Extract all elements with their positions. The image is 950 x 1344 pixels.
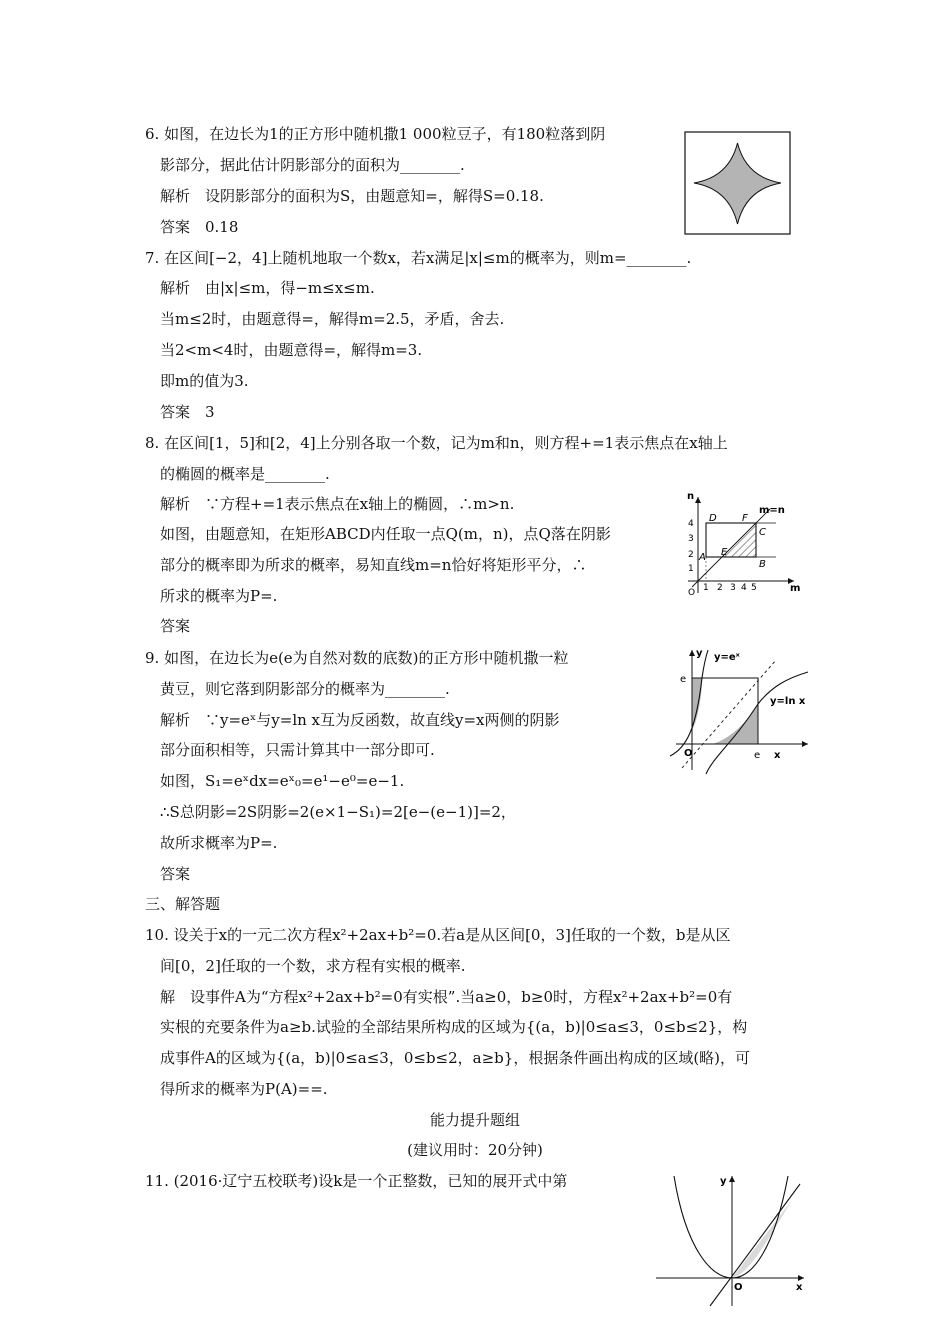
q9-x-arrow-icon xyxy=(802,741,808,747)
q11-x-label: x xyxy=(796,1282,803,1293)
q8-xtick-2: 2 xyxy=(717,583,723,593)
q10-solution-4: 得所求的概率为P(A)==. xyxy=(160,1080,328,1098)
q9-analysis-4: ∴S总阴影=2S阴影=2(e×1−S₁)=2[e−(e−1)]=2， xyxy=(160,803,516,821)
q11-y-arrow-icon xyxy=(729,1176,735,1182)
q11-line-1: 11. (2016·辽宁五校联考)设k是一个正整数，已知的展开式中第 xyxy=(145,1172,568,1190)
q7-case-2: 当2<m<4时，由题意得=，解得m=3. xyxy=(160,341,423,359)
q8-line-2: 的椭圆的概率是________. xyxy=(160,465,330,483)
q10-line-2: 间[0，2]任取的一个数，求方程有实根的概率. xyxy=(160,957,466,975)
q9-figure xyxy=(668,644,818,776)
q9-y-label: y xyxy=(696,648,703,659)
q8-point-f: F xyxy=(742,513,748,524)
q9-analysis: 解析 ∵y=eˣ与y=ln x互为反函数，故直线y=x两侧的阴影 xyxy=(160,711,560,729)
q9-label-exp: y=eˣ xyxy=(714,652,740,663)
q10-solution: 解 设事件A为“方程x²+2ax+b²=0有实根”.当a≥0，b≥0时，方程x²+2ax+b²=0有 xyxy=(160,988,733,1006)
q8-xtick-4: 4 xyxy=(741,583,747,593)
q11-x-arrow-icon xyxy=(798,1275,804,1281)
q8-figure xyxy=(684,491,802,601)
q9-shaded-lower xyxy=(712,704,758,744)
q8-origin-label: O xyxy=(688,588,696,598)
q8-xtick-5: 5 xyxy=(751,583,757,593)
q8-m-label: m xyxy=(790,583,801,594)
q8-point-b: B xyxy=(759,559,766,570)
q9-answer: 答案 xyxy=(160,865,191,883)
q11-figure xyxy=(652,1170,812,1310)
q9-line-1: 9. 如图，在边长为e(e为自然对数的底数)的正方形中随机撒一粒 xyxy=(145,649,569,667)
q8-ytick-2: 2 xyxy=(688,550,694,560)
q11-line xyxy=(710,1184,800,1306)
q8-point-a: A xyxy=(699,552,706,563)
q6-line-2: 影部分，据此估计阴影部分的面积为________. xyxy=(160,156,465,174)
q6-line-1: 6. 如图，在边长为1的正方形中随机撒1 000粒豆子，有180粒落到阴 xyxy=(145,125,606,143)
q9-label-ln: y=ln x xyxy=(770,696,806,707)
group-title: 能力提升题组 xyxy=(429,1111,520,1129)
q8-point-e: E xyxy=(721,547,728,558)
q9-e-y-label: e xyxy=(680,674,687,685)
q7-answer: 答案 3 xyxy=(160,403,215,421)
q7-line-1: 7. 在区间[−2，4]上随机地取一个数x，若x满足|x|≤m的概率为，则m=________. xyxy=(145,249,692,267)
q7-case-1: 当m≤2时，由题意得=，解得m=2.5，矛盾，舍去. xyxy=(160,310,505,328)
group-time-hint: (建议用时：20分钟) xyxy=(407,1141,543,1159)
q10-solution-2: 实根的充要条件为a≥b.试验的全部结果所构成的区域为{(a，b)|0≤a≤3，0≤b≤2}，构 xyxy=(160,1018,748,1036)
q9-line-2: 黄豆，则它落到阴影部分的概率为________. xyxy=(160,680,450,698)
q11-shaded-region xyxy=(732,1200,792,1278)
section-heading: 三、解答题 xyxy=(145,895,221,913)
q11-origin-label: O xyxy=(734,1282,743,1293)
q8-line-1: 8. 在区间[1，5]和[2，4]上分别各取一个数，记为m和n，则方程+=1表示焦点在x轴上 xyxy=(145,434,728,452)
q8-point-d: D xyxy=(709,513,717,524)
q8-analysis-4: 所求的概率为P=. xyxy=(160,587,278,605)
q9-analysis-2: 部分面积相等，只需计算其中一部分即可. xyxy=(160,741,435,759)
q9-x-label: x xyxy=(774,750,781,761)
q7-conclusion: 即m的值为3. xyxy=(160,372,249,390)
q7-analysis: 解析 由|x|≤m，得−m≤x≤m. xyxy=(160,279,375,297)
q9-curve-exp xyxy=(670,650,708,756)
q8-ytick-3: 3 xyxy=(688,534,694,544)
q8-line-label: m=n xyxy=(759,505,785,516)
q8-xtick-3: 3 xyxy=(730,583,736,593)
q9-analysis-5: 故所求概率为P=. xyxy=(160,834,278,852)
q10-solution-3: 成事件A的区域为{(a，b)|0≤a≤3，0≤b≤2，a≥b}，根据条件画出构成的区域(略)，可 xyxy=(160,1049,751,1067)
q6-analysis: 解析 设阴影部分的面积为S，由题意知=，解得S=0.18. xyxy=(160,187,544,205)
q8-point-c: C xyxy=(759,527,766,538)
q8-n-arrow-icon xyxy=(695,497,701,503)
q9-analysis-3: 如图，S₁=eˣdx=eˣ₀=e¹−e⁰=e−1. xyxy=(160,772,405,790)
q8-xtick-1: 1 xyxy=(703,583,709,593)
q9-y-arrow-icon xyxy=(689,650,695,656)
q8-answer: 答案 xyxy=(160,617,191,635)
q11-y-label: y xyxy=(720,1176,727,1187)
q11-parabola xyxy=(674,1176,788,1278)
q8-analysis: 解析 ∵方程+=1表示焦点在x轴上的椭圆，∴m>n. xyxy=(160,495,515,513)
q6-shaded-region xyxy=(694,143,781,224)
q8-n-label: n xyxy=(687,491,695,502)
q6-figure xyxy=(684,131,792,235)
q9-origin-label: O xyxy=(684,748,693,759)
q10-line-1: 10. 设关于x的一元二次方程x²+2ax+b²=0.若a是从区间[0，3]任取的一个数，b是从区 xyxy=(145,926,731,944)
q8-analysis-2: 如图，由题意知，在矩形ABCD内任取一点Q(m，n)，点Q落在阴影 xyxy=(160,525,611,543)
q8-ytick-1: 1 xyxy=(688,564,694,574)
q9-e-x-label: e xyxy=(754,750,761,761)
q8-analysis-3: 部分的概率即为所求的概率，易知直线m=n恰好将矩形平分，∴ xyxy=(160,556,587,574)
q6-answer: 答案 0.18 xyxy=(160,218,239,236)
q8-ytick-4: 4 xyxy=(688,519,694,529)
